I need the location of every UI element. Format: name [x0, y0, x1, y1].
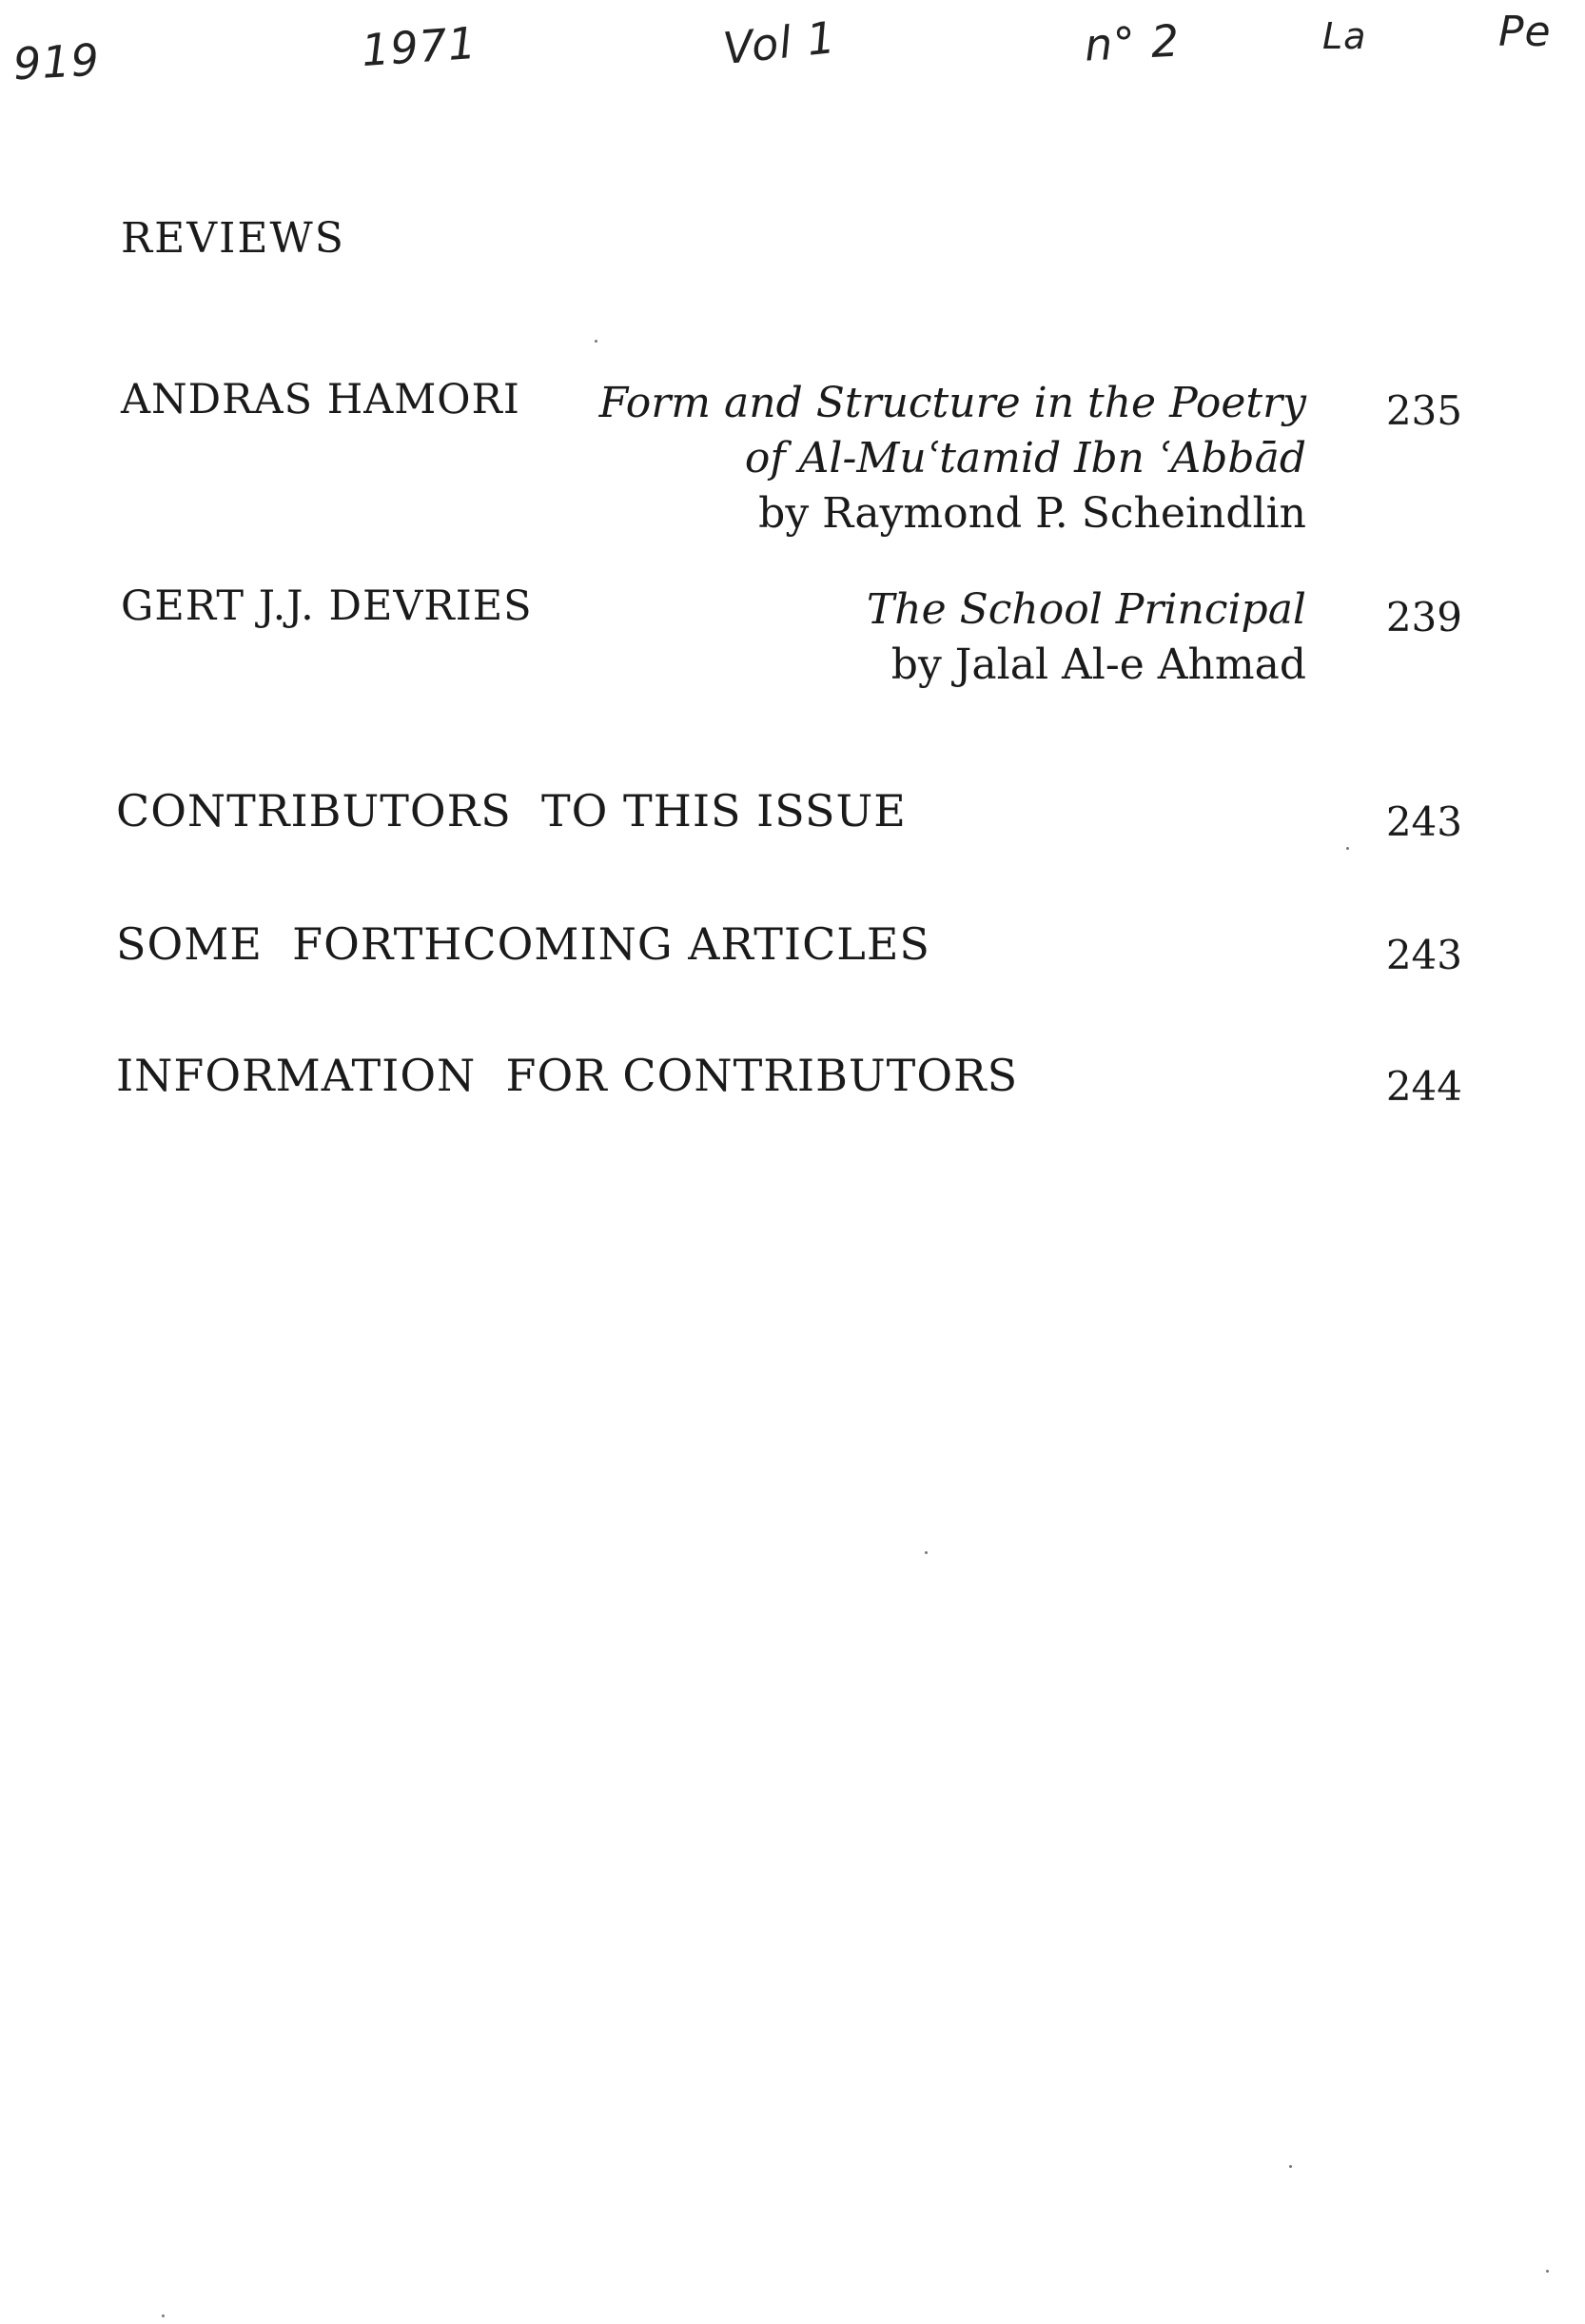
handwritten-note-year: 1971	[360, 16, 479, 77]
page-number: 243	[1385, 932, 1462, 978]
scan-speck	[162, 2314, 165, 2317]
reviewer-name: ANDRAS HAMORI	[121, 376, 520, 423]
handwritten-note-pe: Pe	[1498, 8, 1552, 56]
toc-entry	[116, 1050, 1462, 1110]
scan-speck	[1546, 2270, 1549, 2273]
handwritten-note-number: 919	[11, 33, 102, 90]
scan-speck	[1289, 2165, 1292, 2168]
page-number: 243	[1385, 798, 1462, 845]
book-title-line: The School Principal	[866, 585, 1306, 634]
handwritten-note-issue: n° 2	[1083, 14, 1182, 71]
book-author: by Raymond P. Scheindlin	[758, 489, 1306, 538]
toc-entry-label: INFORMATION FOR CONTRIBUTORS	[116, 1050, 1019, 1101]
reviewed-book	[867, 582, 1306, 693]
book-title-line: Form and Structure in the Poetry	[598, 379, 1306, 427]
scan-speck	[595, 340, 597, 343]
toc-entry-label: SOME FORTHCOMING ARTICLES	[116, 918, 930, 970]
toc-entry-label: CONTRIBUTORS TO THIS ISSUE	[116, 785, 907, 837]
page-number: 244	[1385, 1063, 1462, 1110]
page-number: 235	[1385, 387, 1462, 434]
handwritten-note-la: La	[1322, 15, 1367, 57]
reviewer-name: GERT J.J. DEVRIES	[121, 582, 533, 630]
handwritten-note-volume: Vol 1	[720, 10, 839, 75]
scan-speck	[925, 1551, 928, 1554]
toc-entry	[116, 918, 1462, 978]
book-author: by Jalal Al-e Ahmad	[890, 640, 1306, 689]
scan-speck	[1346, 847, 1349, 850]
reviews-heading: REVIEWS	[121, 214, 345, 263]
toc-entry	[116, 785, 1462, 845]
reviewed-book	[599, 376, 1306, 542]
page-number: 239	[1385, 594, 1462, 640]
book-title-line: of Al-Muʿtamid Ibn ʿAbbād	[744, 434, 1306, 483]
